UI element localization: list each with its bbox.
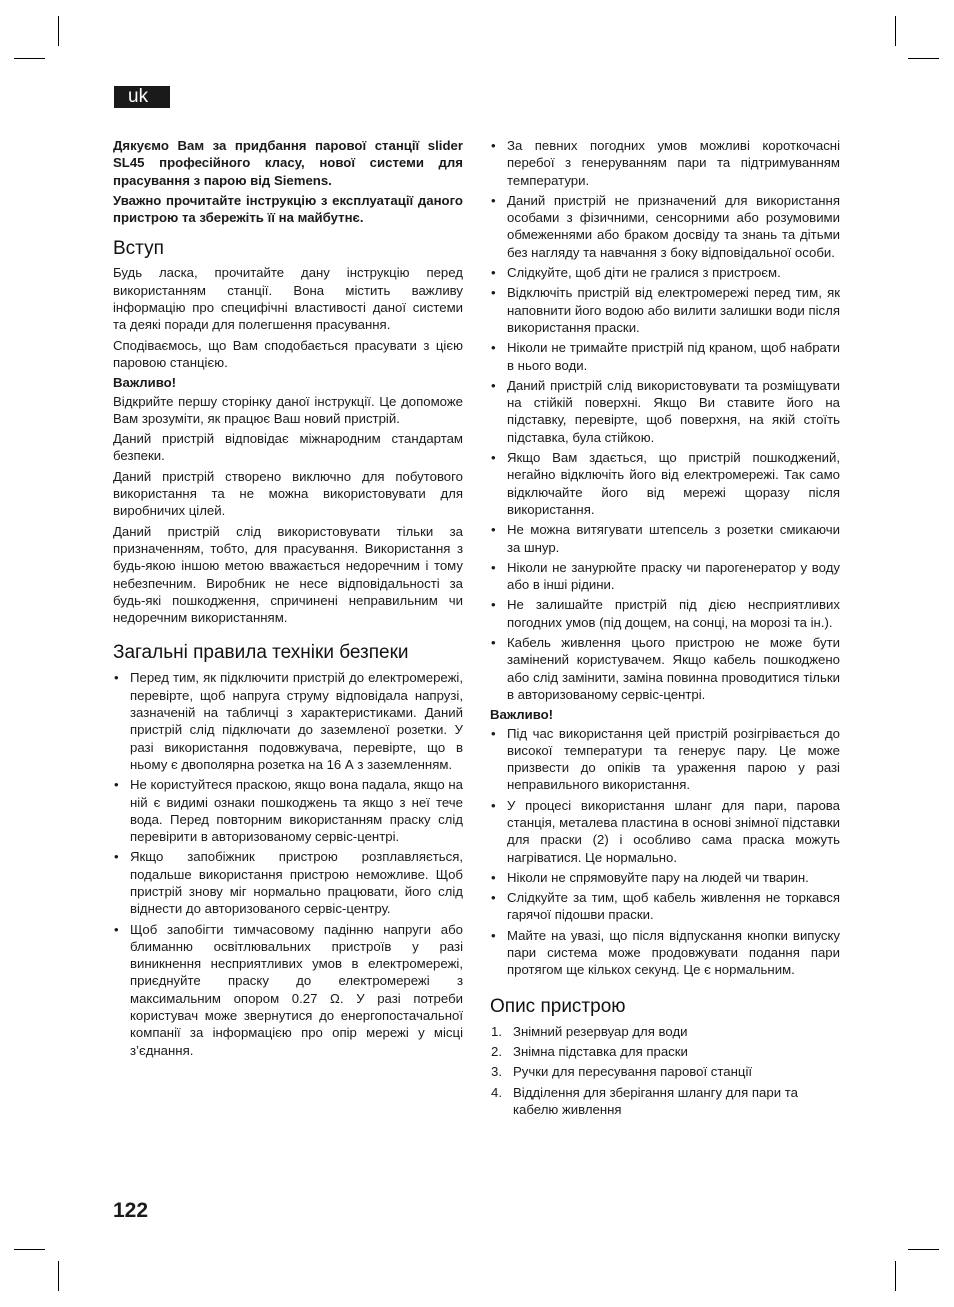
bullet: • (491, 635, 496, 651)
list-item (490, 869, 840, 886)
list-item (490, 137, 840, 189)
list-item-text: Кабель живлення цього пристрою не може бути замінений користувачем. Якщо кабель пошкоджено або слід замінити, заміна повинна проводитися тільки в авторизованому сервіс-центрі. (507, 635, 840, 702)
list-item (490, 192, 840, 261)
list-item-text: Перед тим, як підключити пристрій до електромережі, перевірте, щоб напруга струму відповідала напрузі, зазначеній на табличці з характеристиками. Даний пристрій слід підключати до заземленої розетки. У разі використання подовжувача, перевірте, що в ньому є двополярна розетка на 16 А з заземленням. (130, 670, 463, 772)
bullet: • (491, 927, 496, 943)
crop-mark (14, 1249, 45, 1250)
list-item (490, 797, 840, 866)
list-item-text: Не залишайте пристрій під дією несприятливих погодних умов (під дощем, на сонці, на морозі та ін.). (507, 597, 840, 630)
list-item-text: Майте на увазі, що після відпускання кнопки випуску пари система може продовжувати подання пари протягом ще кількох секунд. Це є нормальним. (507, 927, 840, 978)
list-item (113, 848, 463, 917)
list-item (490, 264, 840, 281)
bullet: • (491, 869, 496, 885)
bullet: • (114, 777, 119, 793)
list-item-text: Ніколи не занурюйте праску чи парогенератор у воду або в інші рідини. (507, 559, 840, 593)
bullet: • (491, 192, 496, 208)
list-item-text: Даний пристрій слід використовувати та розміщувати на стійкій поверхні. Якщо Ви ставите його на підставку, перевірте, щоб поверхня, на якій стоїть підставка, була стійкою. (507, 377, 840, 445)
crop-mark (14, 58, 45, 59)
item-number: 1. (491, 1023, 502, 1039)
crop-mark (908, 1249, 939, 1250)
right-column (490, 137, 840, 1121)
bullet: • (491, 597, 496, 613)
list-item (490, 449, 840, 518)
list-item (490, 1084, 840, 1119)
list-item-text: Знімний резервуар для води (513, 1023, 688, 1039)
list-item-text: Якщо запобіжник пристрою розплавляється, подальше використання пристрою неможливе. Щоб пристрій знову міг нормально працювати, його слід віднести до авторизованого сервіс-центру. (130, 849, 463, 917)
section-title-introduction: Вступ (113, 238, 164, 260)
list-item (490, 377, 840, 446)
list-item (490, 284, 840, 336)
bullet: • (491, 450, 496, 466)
list-item (490, 559, 840, 594)
list-item (113, 669, 463, 773)
item-number: 3. (491, 1064, 502, 1080)
left-column (113, 137, 463, 1062)
list-item (490, 725, 840, 794)
intro-paragraph: Даний пристрій відповідає міжнародним стандартам безпеки. (113, 431, 463, 464)
bullet: • (491, 797, 496, 813)
list-item (490, 1063, 840, 1080)
list-item (490, 596, 840, 631)
section-title-device-description: Опис пристрою (490, 995, 626, 1017)
intro-paragraph: Відкрийте першу сторінку даної інструкції. Це допоможе Вам зрозуміти, як працює Ваш новий пристрій. (113, 393, 463, 426)
list-item-text: За певних погодних умов можливі короткочасні перебої з генеруванням пари та підтримуванням температури. (507, 138, 840, 188)
list-item-text: Відділення для зберігання шлангу для пари та кабелю живлення (513, 1084, 798, 1117)
list-item-text: Не користуйтеся праскою, якщо вона падала, якщо на ній є видимі ознаки пошкоджень та якщо з неї тече вода. Перед повторним використанням праску слід перевірити в авторизованому сервіс-центрі. (130, 777, 463, 845)
list-item-text: У процесі використання шланг для пари, парова станція, металева пластина в основі знімної підставки для праски (2) і особливо сама праска можуть нагріватися. Це нормально. (507, 797, 840, 865)
crop-mark (58, 16, 59, 46)
list-item-text: Якщо Вам здається, що пристрій пошкоджений, негайно відключіть його від електромережі. Так само відключайте його від мережі щоразу після використання. (507, 450, 840, 517)
intro-paragraph: Сподіваємось, що Вам сподобається прасувати з цією паровою станцією. (113, 337, 463, 370)
crop-mark (908, 58, 939, 59)
intro-paragraph: Даний пристрій створено виключно для побутового використання та не можна використовувати для виробничих цілей. (113, 468, 463, 519)
list-item-text: Під час використання цей пристрій розігрівається до високої температури та генерує пару. Це може призвести до опіків та ураження парою у разі неправильного використання. (507, 725, 840, 793)
parts-list (490, 1023, 840, 1118)
list-item-text: Ніколи не спрямовуйте пару на людей чи тварин. (507, 869, 809, 885)
list-item (490, 889, 840, 924)
important-label: Важливо! (490, 707, 554, 723)
item-number: 2. (491, 1043, 502, 1059)
intro-read-carefully: Уважно прочитайте інструкцію з експлуатації даного пристрою та збережіть її на майбутнє. (113, 192, 463, 226)
crop-mark (895, 1261, 896, 1291)
list-item (490, 521, 840, 556)
list-item-text: Слідкуйте, щоб діти не гралися з пристроєм. (507, 265, 781, 281)
list-item-text: Не можна витягувати штепсель з розетки смикаючи за шнур. (507, 522, 840, 555)
list-item (490, 1043, 840, 1060)
list-item (490, 927, 840, 979)
list-item-text: Ручки для пересування парової станції (513, 1064, 753, 1080)
list-item-text: Знімна підставка для праски (513, 1043, 688, 1059)
language-badge: uk (114, 86, 170, 108)
bullet: • (491, 522, 496, 538)
important-list (490, 725, 840, 979)
bullet: • (491, 138, 496, 153)
section-title-safety: Загальні правила техніки безпеки (113, 642, 409, 664)
list-item-text: Слідкуйте за тим, щоб кабель живлення не торкався гарячої підошви праски. (507, 890, 840, 923)
bullet: • (491, 725, 496, 741)
item-number: 4. (491, 1084, 502, 1100)
list-item (490, 339, 840, 374)
safety-list (113, 669, 463, 1059)
safety-list-continued (490, 137, 840, 703)
bullet: • (491, 559, 496, 575)
bullet: • (114, 849, 119, 865)
list-item-text: Щоб запобігти тимчасовому падінню напруги або блиманню освітлювальних пристроїв у разі виникнення несприятливих умов в електромережі, приєднуйте праску до електромережі з максимальним опором 0.27 Ω. У разі потреби користувач може звернутися до енергопостачальної компанії за інформацією про опір мережі у місці з’єднання. (130, 921, 463, 1058)
list-item (113, 921, 463, 1059)
intro-paragraph: Даний пристрій слід використовувати тільки за призначенням, тобто, для прасування. Використання з будь-якою іншою метою вважається недоречним і тому небезпечним. Виробник не несе відповідальності за будь-які пошкодження, спричинені неправильним чи недоречним використанням. (113, 523, 463, 626)
list-item (490, 1023, 840, 1040)
bullet: • (114, 670, 119, 686)
crop-mark (58, 1261, 59, 1291)
important-label: Важливо! (113, 375, 177, 391)
list-item-text: Даний пристрій не призначений для використання особами з фізичними, сенсорними або розумовими обмеженнями або браком досвіду та знань та дітьми без нагляду та навчання з боку відповідальної особи. (507, 192, 840, 260)
bullet: • (491, 890, 496, 906)
bullet: • (114, 921, 119, 937)
list-item-text: Відключіть пристрій від електромережі перед тим, як наповнити його водою або вилити залишки води після використання праски. (507, 285, 840, 335)
list-item-text: Ніколи не тримайте пристрій під краном, щоб набрати в нього води. (507, 340, 840, 373)
crop-mark (895, 16, 896, 46)
bullet: • (491, 340, 496, 356)
list-item (113, 776, 463, 845)
bullet: • (491, 285, 496, 301)
page-number: 122 (113, 1199, 149, 1222)
intro-paragraph: Будь ласка, прочитайте дану інструкцію перед використанням станції. Вона містить важливу інформацію про специфічні властивості даної системи та деякі поради для полегшення прасування. (113, 265, 463, 333)
bullet: • (491, 377, 496, 393)
list-item (490, 634, 840, 703)
bullet: • (491, 265, 496, 281)
intro-thanks: Дякуємо Вам за придбання парової станції slider SL45 професійного класу, нової системи для прасування з парою від Siemens. (113, 138, 463, 188)
